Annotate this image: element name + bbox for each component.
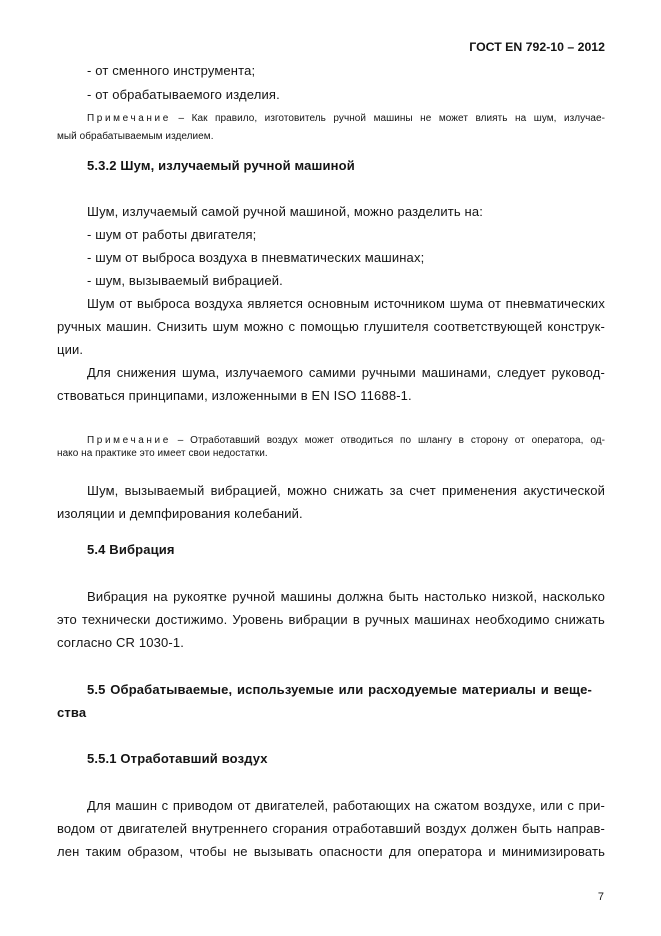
note-line — [87, 434, 605, 447]
paragraph-line: ручных машин. Снизить шум можно с помощью глушителя соответствующей конструк- — [57, 319, 605, 334]
paragraph-line: Для снижения шума, излучаемого самими ручными машинами, следует руковод- — [87, 365, 605, 380]
list-item: - от обрабатываемого изделия. — [87, 87, 280, 102]
note-line — [87, 112, 605, 125]
paragraph-line: Вибрация на рукоятке ручной машины должна быть настолько низкой, насколько — [87, 589, 605, 604]
note-text: – Как правило, изготовитель ручной машины не может влиять на шум, излучае- — [178, 113, 605, 124]
document-header: ГОСТ EN 792-10 – 2012 — [469, 40, 605, 54]
note-text: – Отработавший воздух может отводиться по шлангу в сторону от оператора, од- — [177, 435, 605, 446]
list-item: - шум, вызываемый вибрацией. — [87, 273, 283, 288]
list-item: - от сменного инструмента; — [87, 63, 256, 78]
paragraph-line: Шум, излучаемый самой ручной машиной, можно разделить на: — [87, 204, 484, 219]
section-heading: 5.5 Обрабатываемые, используемые или расходуемые материалы и веще- — [87, 682, 592, 697]
list-item: - шум от выброса воздуха в пневматических машинах; — [87, 250, 425, 265]
paragraph-line: это технически достижимо. Уровень вибрации в ручных машинах необходимо снижать — [57, 612, 605, 627]
section-heading: 5.5.1 Отработавший воздух — [87, 751, 268, 766]
paragraph-line: изоляции и демпфирования колебаний. — [57, 506, 303, 521]
page-number: 7 — [597, 891, 604, 903]
paragraph-line: ции. — [57, 342, 84, 357]
paragraph-line: Шум от выброса воздуха является основным источником шума от пневматических — [87, 296, 605, 311]
section-heading: ства — [57, 705, 87, 720]
list-item: - шум от работы двигателя; — [87, 227, 257, 242]
paragraph-line: водом от двигателей внутреннего сгорания отработавший воздух должен быть направ- — [57, 821, 605, 836]
paragraph-line: Для машин с приводом от двигателей, работающих на сжатом воздухе, или с при- — [87, 798, 605, 813]
paragraph-line: лен таким образом, чтобы не вызывать опасности для оператора и минимизировать — [57, 844, 605, 859]
paragraph-line: согласно CR 1030-1. — [57, 635, 184, 650]
note-line: мый обрабатываемым изделием. — [57, 131, 214, 142]
note-line: нако на практике это имеет свои недостатки. — [57, 448, 268, 459]
section-heading: 5.3.2 Шум, излучаемый ручной машиной — [87, 158, 355, 173]
note-label: Примечание — [87, 113, 171, 124]
note-label: Примечание — [87, 435, 171, 446]
paragraph-line: ствоваться принципами, изложенными в EN ISO 11688-1. — [57, 388, 412, 403]
section-heading: 5.4 Вибрация — [87, 542, 175, 557]
paragraph-line: Шум, вызываемый вибрацией, можно снижать за счет применения акустической — [87, 483, 605, 498]
